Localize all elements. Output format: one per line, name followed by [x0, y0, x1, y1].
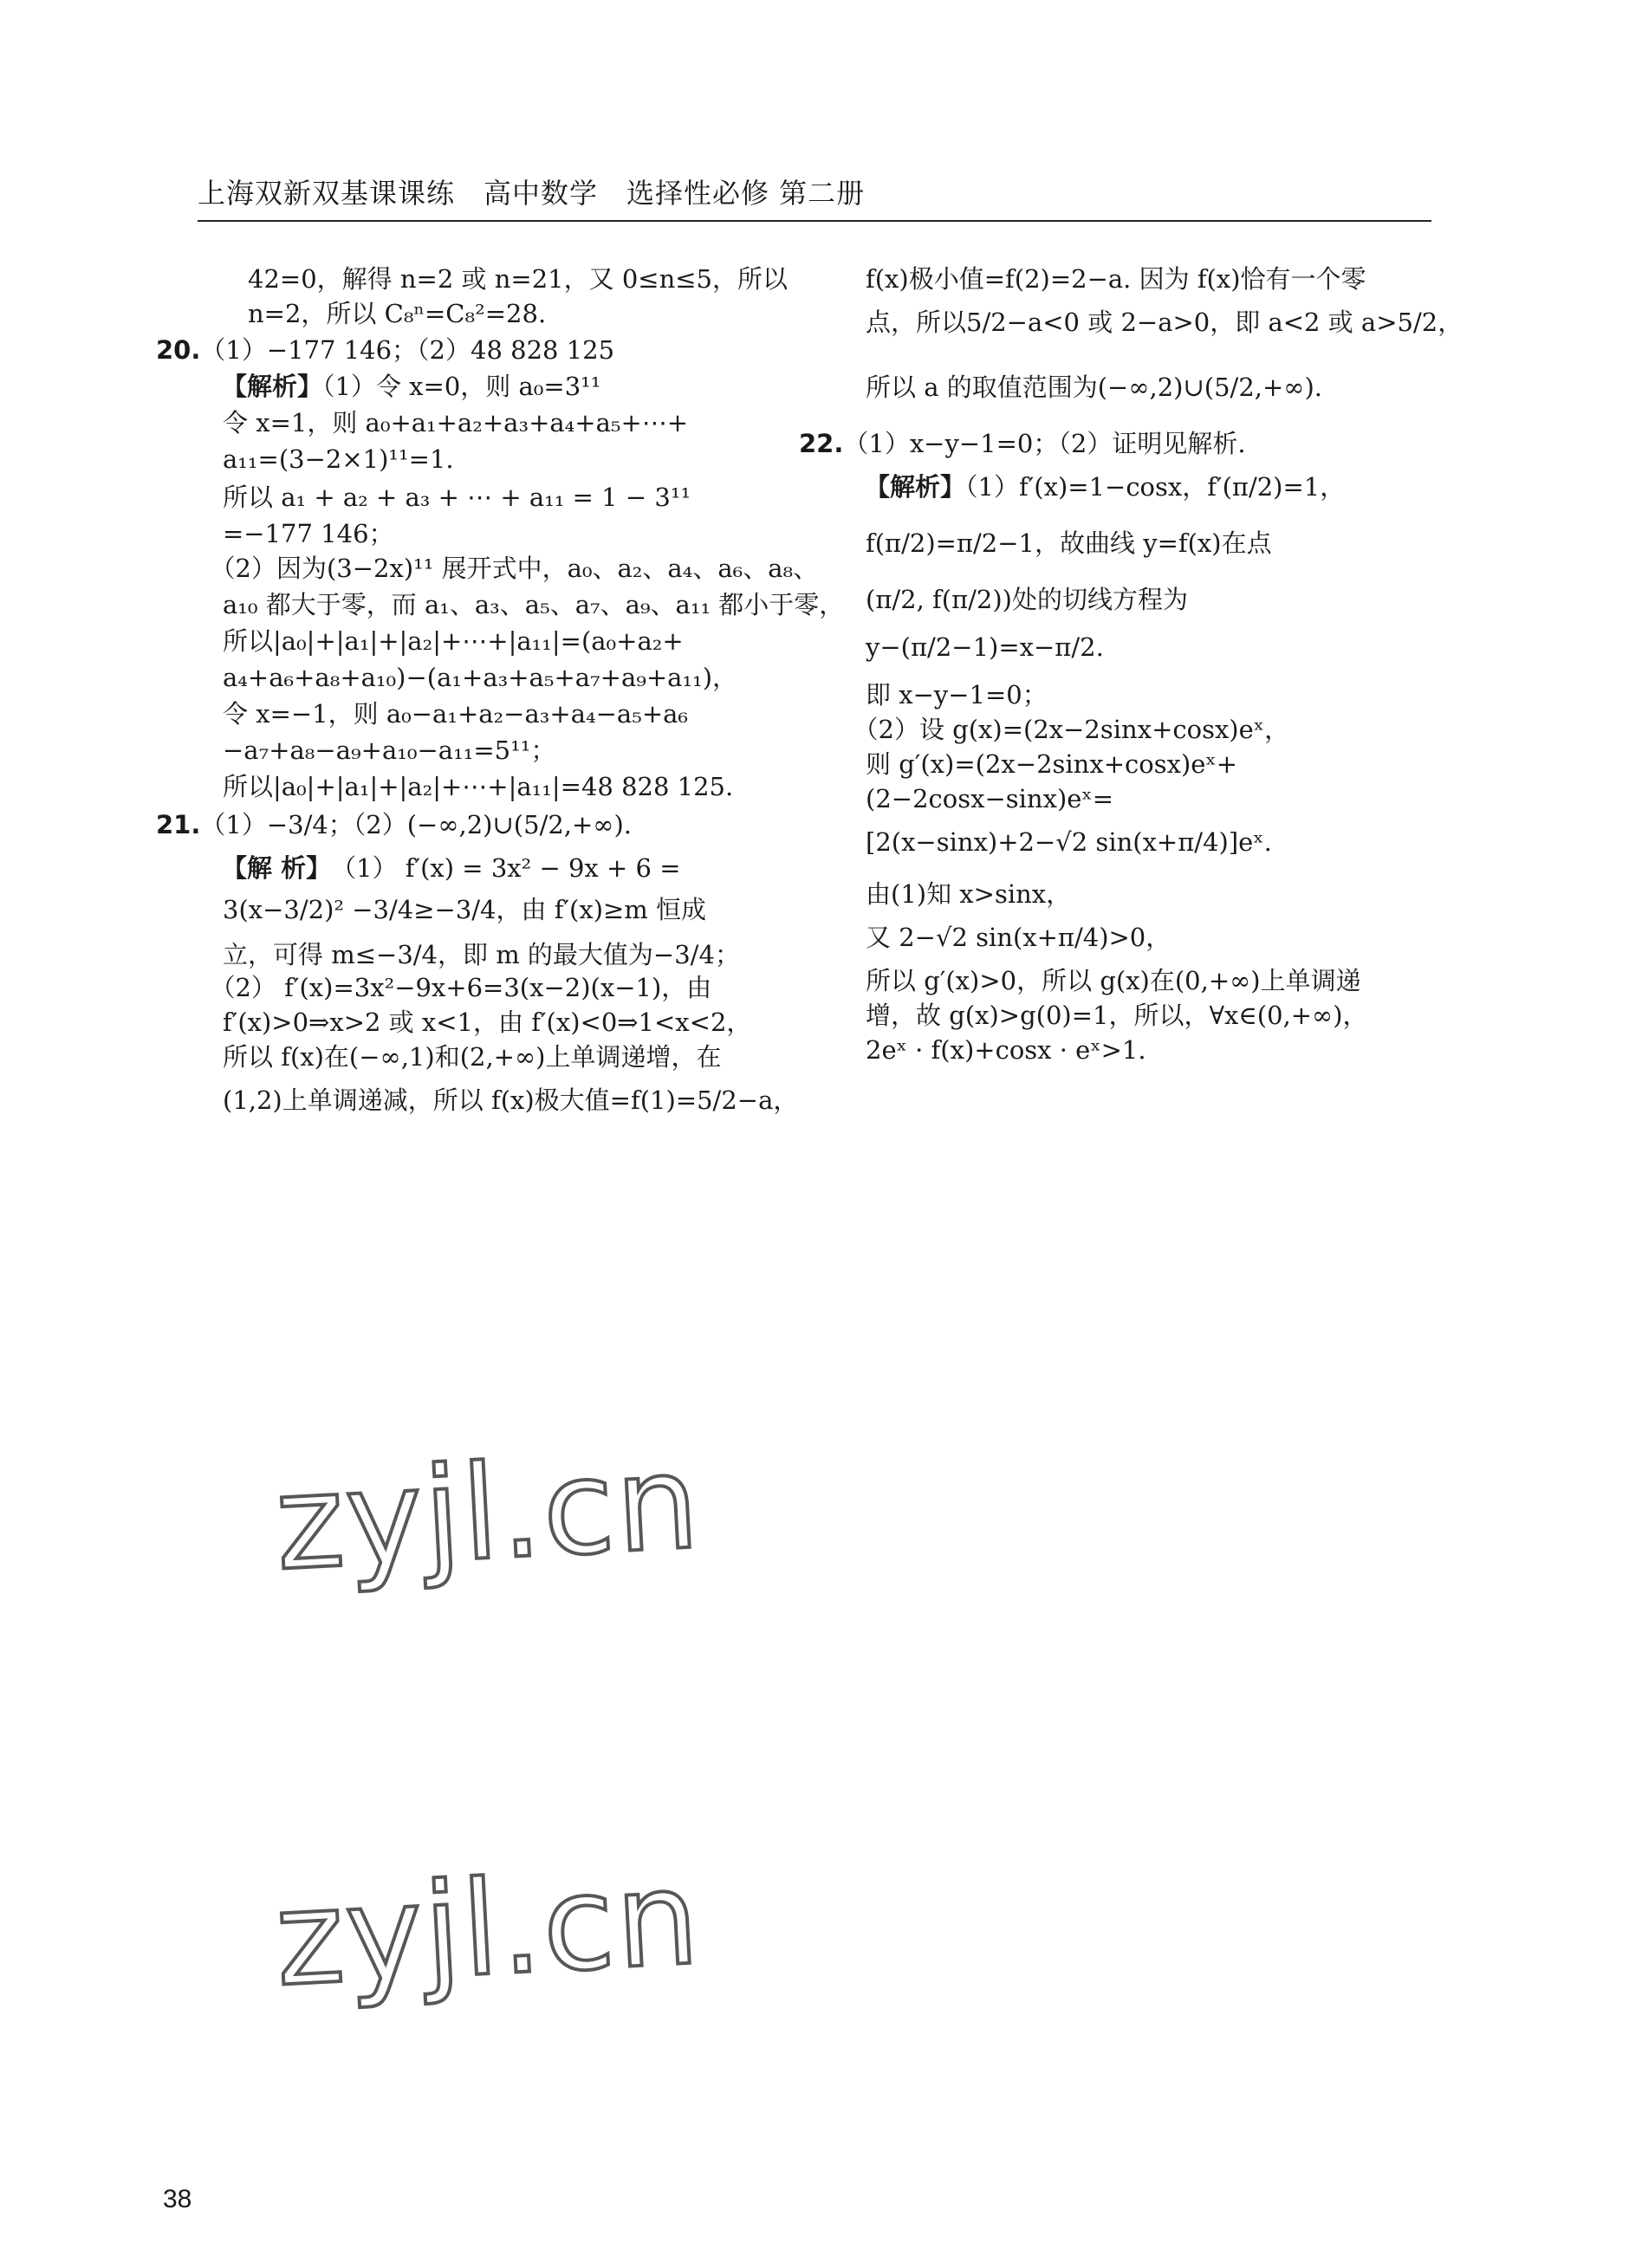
line-text: n=2，所以 C₈ⁿ=C₈²=28.: [198, 299, 547, 328]
text-line: [198, 768, 733, 803]
line-text: y−(π/2−1)=x−π/2.: [840, 632, 1104, 662]
line-text: 则 g′(x)=(2x−2sinx+cosx)eˣ+: [840, 749, 1238, 779]
text-line: [840, 303, 1463, 339]
line-text: 2eˣ · f(x)+cosx · eˣ>1.: [840, 1035, 1146, 1065]
line-text: （2） f′(x)=3x²−9x+6=3(x−2)(x−1)，由: [198, 973, 712, 1002]
line-text: [2(x−sinx)+2−√2 sin(x+π/4)]eˣ.: [840, 827, 1272, 857]
line-text: （1）−3/4；（2）(−∞,2)∪(5/2,+∞).: [200, 810, 632, 839]
text-line: [198, 586, 844, 621]
text-line: [198, 260, 788, 295]
text-line: [198, 515, 394, 550]
page-number: 38: [163, 2185, 192, 2213]
text-line: [198, 891, 706, 926]
line-text: (1,2)上单调递减，所以 f(x)极大值=f(1)=5/2−a，: [198, 1085, 799, 1115]
text-line: [198, 404, 688, 439]
line-text: （1）−177 146；（2）48 828 125: [200, 335, 615, 365]
line-text: 立，可得 m≤−3/4，即 m 的最大值为−3/4；: [198, 940, 740, 969]
line-text: f(π/2)=π/2−1，故曲线 y=f(x)在点: [840, 528, 1272, 558]
analysis-line: [865, 468, 1345, 503]
line-text: −a₇+a₈−a₉+a₁₀−a₁₁=5¹¹；: [198, 735, 556, 765]
text-line: [840, 524, 1272, 560]
text-line: [198, 295, 546, 330]
text-line: [840, 745, 1237, 781]
analysis-tag: 【解析】: [865, 472, 966, 502]
text-line: [840, 710, 1289, 746]
text-line: [840, 962, 1361, 997]
text-line: [198, 936, 740, 971]
watermark-bottom: zyjl.cn: [271, 1843, 704, 2016]
line-text: 42=0，解得 n=2 或 n=21，又 0≤n≤5，所以: [198, 264, 789, 294]
analysis-tag: 【解 析】: [222, 853, 319, 883]
line-text: 又 2−√2 sin(x+π/4)>0，: [840, 923, 1171, 952]
text-line: [198, 731, 555, 767]
analysis-tag: 【解析】: [222, 372, 323, 401]
text-line: [840, 918, 1171, 954]
text-line: [198, 695, 688, 730]
text-line: [198, 549, 818, 585]
line-text: 令 x=1，则 a₀+a₁+a₂+a₃+a₄+a₅+⋯+: [198, 408, 689, 437]
text-line: [198, 1003, 751, 1039]
text-line: [198, 440, 454, 476]
analysis-line: [222, 849, 681, 885]
question-number: 22.: [799, 429, 844, 458]
line-text: 所以 f(x)在(−∞,1)和(2,+∞)上单调递增，在: [198, 1042, 722, 1072]
text-line: [840, 780, 1113, 815]
line-text: 令 x=−1，则 a₀−a₁+a₂−a₃+a₄−a₅+a₆: [198, 699, 689, 729]
running-header: 上海双新双基课课练 高中数学 选择性必修 第二册: [198, 177, 866, 210]
line-text: 3(x−3/2)² −3/4≥−3/4，由 f′(x)≥m 恒成: [198, 895, 707, 924]
text-line: [840, 628, 1104, 664]
line-text: 所以 a₁ + a₂ + a₃ + ⋯ + a₁₁ = 1 − 3¹¹: [198, 483, 691, 512]
line-text: （1）x−y−1=0；（2）证明见解析.: [843, 429, 1246, 458]
text-line: [198, 969, 711, 1004]
question-number: 21.: [156, 810, 201, 839]
line-text: 所以|a₀|+|a₁|+|a₂|+⋯+|a₁₁|=48 828 125.: [198, 772, 734, 801]
line-text: 即 x−y−1=0；: [840, 680, 1048, 710]
line-text: (2−2cosx−sinx)eˣ=: [840, 784, 1114, 813]
question-answer-line: [156, 806, 632, 841]
watermark-top: zyjl.cn: [271, 1427, 704, 1600]
text-line: [840, 260, 1366, 295]
text-line: [198, 1038, 721, 1073]
analysis-line: [222, 367, 600, 403]
question-answer-line: [156, 331, 614, 366]
text-line: [840, 368, 1322, 404]
line-text: （2）设 g(x)=(2x−2sinx+cosx)eˣ，: [840, 715, 1290, 744]
line-text: f(x)极小值=f(2)=2−a. 因为 f(x)恰有一个零: [840, 264, 1366, 294]
question-number: 20.: [156, 335, 201, 365]
line-text: =−177 146；: [198, 519, 394, 548]
text-line: [840, 823, 1272, 859]
line-text: f′(x)>0⇒x>2 或 x<1，由 f′(x)<0⇒1<x<2，: [198, 1008, 752, 1037]
line-text: a₁₁=(3−2×1)¹¹=1.: [198, 444, 454, 474]
line-text: 所以 g′(x)>0，所以 g(x)在(0,+∞)上单调递: [840, 966, 1361, 995]
line-text: 所以|a₀|+|a₁|+|a₂|+⋯+|a₁₁|=(a₀+a₂+: [198, 626, 684, 656]
line-text: （1）令 x=0，则 a₀=3¹¹: [322, 372, 601, 401]
text-line: [198, 1081, 798, 1117]
line-text: 由(1)知 x>sinx，: [840, 879, 1072, 909]
line-text: 所以 a 的取值范围为(−∞,2)∪(5/2,+∞).: [840, 373, 1322, 402]
text-line: [198, 478, 691, 514]
text-line: [840, 875, 1071, 910]
line-text: (π/2, f(π/2))处的切线方程为: [840, 585, 1188, 614]
line-text: （1）f′(x)=1−cosx，f′(π/2)=1，: [965, 472, 1346, 502]
line-text: 增，故 g(x)>g(0)=1，所以，∀x∈(0,+∞)，: [840, 1001, 1368, 1030]
line-text: a₁₀ 都大于零，而 a₁、a₃、a₅、a₇、a₉、a₁₁ 都小于零，: [198, 590, 845, 619]
text-line: [840, 580, 1188, 616]
text-line: [840, 996, 1368, 1032]
line-text: 点，所以5/2−a<0 或 2−a>0，即 a<2 或 a>5/2，: [840, 308, 1464, 337]
text-line: [840, 1031, 1146, 1066]
line-text: （1） f′(x) = 3x² − 9x + 6 =: [318, 853, 681, 883]
line-text: （2）因为(3−2x)¹¹ 展开式中，a₀、a₂、a₄、a₆、a₈、: [198, 554, 819, 583]
text-line: [198, 658, 737, 694]
text-line: [840, 676, 1048, 711]
header-rule: [198, 220, 1431, 222]
question-answer-line: [799, 424, 1246, 460]
text-line: [198, 622, 684, 658]
line-text: a₄+a₆+a₈+a₁₀)−(a₁+a₃+a₅+a₇+a₉+a₁₁)，: [198, 663, 738, 692]
